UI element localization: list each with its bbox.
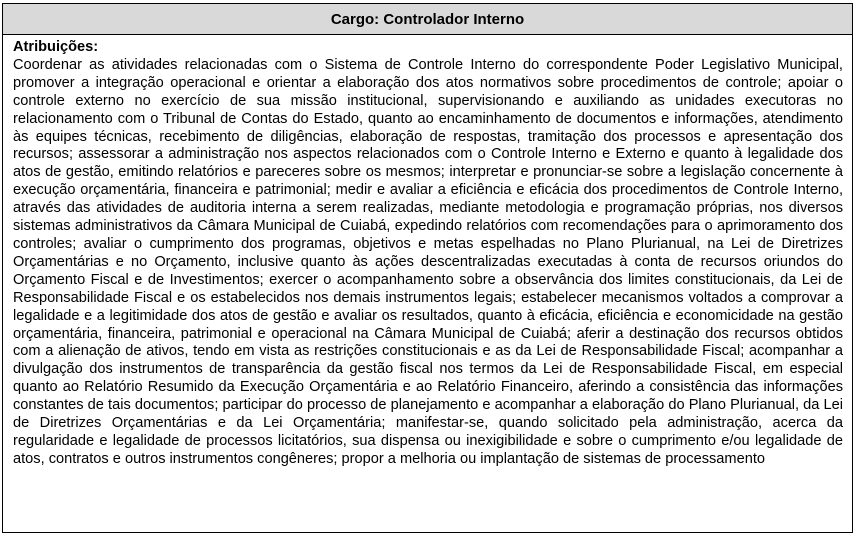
table-header [3,4,852,35]
job-title: Cargo: Controlador Interno [330,10,525,28]
duties-label: Atribuições: [13,39,99,55]
duties-text: Coordenar as atividades relacionadas com o Sistema de Controle Interno do correspondente Poder Legislativo Municipal, promover a integração operacional e orientar a elaboração dos atos normativos sobre procedimentos de controle; apoiar o controle externo no exercício de sua missão institucional, supervisionando e auxiliando as unidades executoras no relacionamento com o Tribunal de Contas do Estado, quanto ao encaminhamento de documentos e informações, atendimento às equipes técnicas, recebimento de diligências, elaboração de respostas, tramitação dos processos e apresentação dos recursos; assessorar a administração nos aspectos relacionados com o Controle Interno e Externo e quanto à legalidade dos atos de gestão, emitindo relatórios e pareceres sobre os mesmos; interpretar e pronunciar-se sobre a legislação concernente à execução orçamentária, financeira e patrimonial; medir e avaliar a eficiência e eficácia dos procedimentos de Controle Interno, através das atividades de auditoria interna a serem realizadas, mediante metodologia e programação próprias, nos diversos sistemas administrativos da Câmara Municipal de Cuiabá, expedindo relatórios com recomendações para o aprimoramento dos controles; avaliar o cumprimento dos programas, objetivos e metas espelhadas no Plano Plurianual, na Lei de Diretrizes Orçamentárias e no Orçamento, inclusive quanto às ações descentralizadas executadas à conta de recursos oriundos do Orçamento Fiscal e de Investimentos; exercer o acompanhamento sobre a observância dos limites constitucionais, da Lei de Responsabilidade Fiscal e os estabelecidos nos demais instrumentos legais; estabelecer mecanismos voltados a comprovar a legalidade e a legitimidade dos atos de gestão e avaliar os resultados, quanto à eficácia, eficiência e economicidade na gestão orçamentária, financeira, patrimonial e operacional na Câmara Municipal de Cuiabá; aferir a destinação dos recursos obtidos com a alienação de ativos, tendo em vista as restrições constitucionais e as da Lei de Responsabilidade Fiscal; acompanhar a divulgação dos instrumentos de transparência da gestão fiscal nos termos da Lei de Responsabilidade Fiscal, em especial quanto ao Relatório Resumido da Execução Orçamentária e ao Relatório Financeiro, aferindo a consistência das informações constantes de tais documentos; participar do processo de planejamento e acompanhar a elaboração do Plano Plurianual, da Lei de Diretrizes Orçamentárias e da Lei Orçamentária; manifestar-se, quando solicitado pela administração, acerca da regularidade e legalidade de processos licitatórios, sua dispensa ou inexigibilidade e sobre o cumprimento e/ou legalidade de atos, contratos e outros instrumentos congêneres; propor a melhoria ou implantação de sistemas de processamento [13,56,843,467]
duties-cell [3,35,852,469]
job-description-table [2,3,853,533]
